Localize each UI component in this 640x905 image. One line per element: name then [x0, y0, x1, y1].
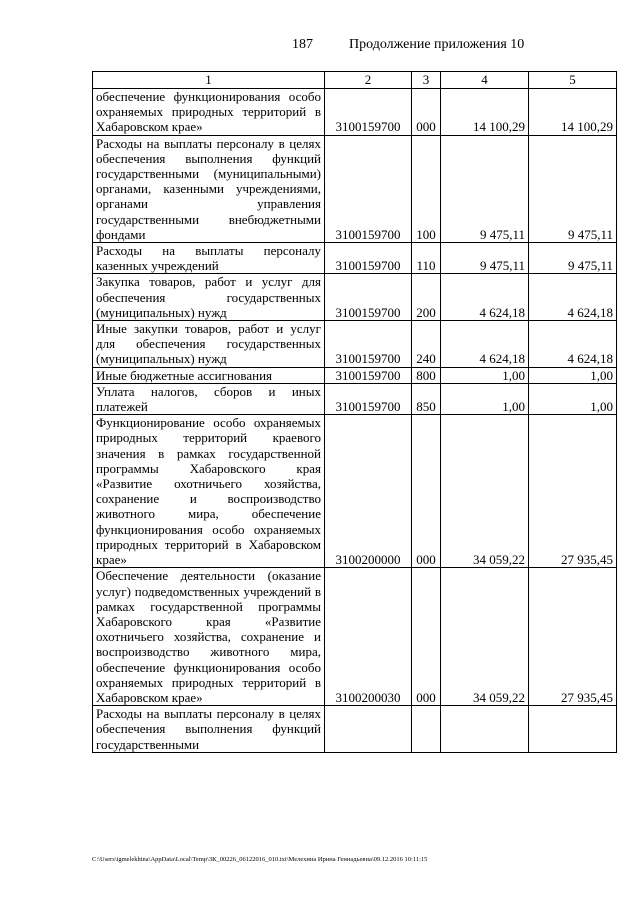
row-amount-year2 [529, 706, 617, 753]
row-expense-type: 000 [412, 89, 441, 136]
row-description: Иные закупки товаров, работ и услуг для обеспечения государственных (муниципальных) нужд [93, 321, 325, 368]
table-row [93, 383, 617, 414]
row-expense-type: 240 [412, 321, 441, 368]
table-row [93, 321, 617, 368]
row-expense-type: 850 [412, 383, 441, 414]
page-title: Продолжение приложения 10 [349, 37, 525, 52]
row-amount-year1: 9 475,11 [441, 135, 529, 242]
footer-file-path: C:\Users\igmelekhina\AppData\Local\Temp\ЗК_00226_06122016_010.txt\Мелехина Ирина Геннадьевна\09.12.2016 10:11:15 [92, 856, 428, 863]
table-row [93, 367, 617, 383]
row-amount-year1: 1,00 [441, 383, 529, 414]
row-expense-type: 000 [412, 568, 441, 706]
table-header-row [93, 72, 617, 89]
row-target-code: 3100159700 [325, 243, 412, 274]
row-amount-year1: 34 059,22 [441, 415, 529, 568]
row-description: Функционирование особо охраняемых природных территорий краевого значения в рамках государственной программы Хабаровского края «Развитие охотничьего хозяйства, сохранение и воспроизводство животного мира, обеспечение функционирования особо охраняемых природных территорий в Хабаровском крае» [93, 415, 325, 568]
row-amount-year2: 4 624,18 [529, 274, 617, 321]
row-amount-year2: 27 935,45 [529, 415, 617, 568]
row-target-code: 3100159700 [325, 367, 412, 383]
table-row [93, 89, 617, 136]
row-target-code: 3100159700 [325, 89, 412, 136]
row-amount-year2: 1,00 [529, 383, 617, 414]
column-header-3: 3 [412, 72, 441, 89]
row-expense-type: 110 [412, 243, 441, 274]
row-target-code: 3100159700 [325, 274, 412, 321]
row-description: Расходы на выплаты персоналу в целях обеспечения выполнения функций государственными [93, 706, 325, 753]
column-header-4: 4 [441, 72, 529, 89]
row-amount-year1: 14 100,29 [441, 89, 529, 136]
row-amount-year2: 9 475,11 [529, 243, 617, 274]
table-row [93, 706, 617, 753]
row-expense-type [412, 706, 441, 753]
row-expense-type: 000 [412, 415, 441, 568]
row-amount-year2: 27 935,45 [529, 568, 617, 706]
row-description: Расходы на выплаты персоналу в целях обеспечения выполнения функций государственными (муниципальными) органами, казенными учреждениями, органами управления государственными внебюджетными фондами [93, 135, 325, 242]
row-amount-year1: 9 475,11 [441, 243, 529, 274]
row-amount-year2: 4 624,18 [529, 321, 617, 368]
row-description: Иные бюджетные ассигнования [93, 367, 325, 383]
row-expense-type: 200 [412, 274, 441, 321]
row-amount-year1 [441, 706, 529, 753]
column-header-5: 5 [529, 72, 617, 89]
row-target-code: 3100159700 [325, 135, 412, 242]
row-amount-year2: 14 100,29 [529, 89, 617, 136]
column-header-2: 2 [325, 72, 412, 89]
row-target-code: 3100200000 [325, 415, 412, 568]
row-amount-year2: 9 475,11 [529, 135, 617, 242]
row-amount-year1: 34 059,22 [441, 568, 529, 706]
row-amount-year1: 4 624,18 [441, 274, 529, 321]
row-target-code [325, 706, 412, 753]
table-row [93, 135, 617, 242]
row-description: Обеспечение деятельности (оказание услуг) подведомственных учреждений в рамках государственной программы Хабаровского края «Развитие охотничьего хозяйства, сохранение и воспроизводство животного мира, обеспечение функционирования особо охраняемых природных территорий в Хабаровском крае» [93, 568, 325, 706]
row-description: Уплата налогов, сборов и иных платежей [93, 383, 325, 414]
column-header-1: 1 [93, 72, 325, 89]
row-amount-year2: 1,00 [529, 367, 617, 383]
row-description: обеспечение функционирования особо охраняемых природных территорий в Хабаровском крае» [93, 89, 325, 136]
row-target-code: 3100200030 [325, 568, 412, 706]
row-expense-type: 100 [412, 135, 441, 242]
row-target-code: 3100159700 [325, 383, 412, 414]
row-description: Расходы на выплаты персоналу казенных учреждений [93, 243, 325, 274]
table-row [93, 568, 617, 706]
page-number: 187 [292, 37, 313, 52]
row-description: Закупка товаров, работ и услуг для обеспечения государственных (муниципальных) нужд [93, 274, 325, 321]
row-amount-year1: 1,00 [441, 367, 529, 383]
table-row [93, 243, 617, 274]
row-target-code: 3100159700 [325, 321, 412, 368]
row-amount-year1: 4 624,18 [441, 321, 529, 368]
budget-table [92, 71, 617, 753]
table-row [93, 415, 617, 568]
row-expense-type: 800 [412, 367, 441, 383]
table-row [93, 274, 617, 321]
